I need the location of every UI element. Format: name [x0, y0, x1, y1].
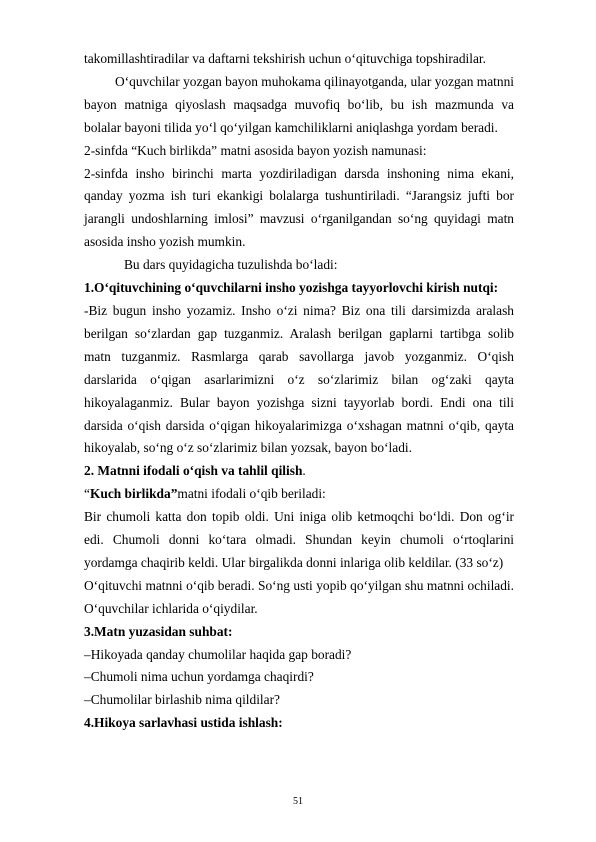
- page-number: 51: [293, 796, 303, 807]
- paragraph-2: O‘quvchilar yozgan bayon muhokama qilinayotganda, ular yozgan matnni bayon matniga qiyoslash maqsadga muvofiq bo‘lib, bu ish mazmunda va bolalar bayoni tilida yo‘l qo‘yilgan kamchiliklarni aniqlashga yordam beradi.: [84, 73, 514, 135]
- heading-2: [84, 460, 514, 483]
- text-title-bold: Kuch birlikda”: [89, 486, 178, 502]
- paragraph-8: Bir chumoli katta don topib oldi. Uni iniga olib ketmoqchi bo‘ldi. Don og‘ir edi. Chumoli donni ko‘tara olmadi. Shundan keyin chumoli o‘rtoqlarini yordamga chaqirib keldi. Ular birgalikda donni inlariga olib keldilar. (33 so‘z): [84, 509, 514, 570]
- quote-open: “: [84, 486, 90, 502]
- paragraph-7: [84, 483, 514, 506]
- heading-4: 4.Hikoya sarlavhasi ustida ishlash:: [84, 715, 283, 731]
- heading-2-tail: .: [302, 463, 306, 479]
- question-1: –Hikoyada qanday chumolilar haqida gap boradi?: [84, 646, 352, 662]
- paragraph-1: takomillashtiradilar va daftarni tekshirish uchun o‘qituvchiga topshiradilar.: [84, 51, 486, 66]
- heading-3: 3.Matn yuzasidan suhbat:: [84, 623, 233, 639]
- question-2: –Chumoli nima uchun yordamga chaqirdi?: [84, 669, 314, 685]
- paragraph-5: Bu dars quyidagicha tuzulishda bo‘ladi:: [124, 257, 338, 273]
- paragraph-4: 2-sinfda insho birinchi marta yozdiriladigan darsda inshoning nima ekani, qanday yozma ish turi ekankigi bolalarga tushuntiriladi. “Jarangsiz jufti bor jarangli undoshlarning imlosi” mavzusi o‘rganilgandan so‘ng quyidagi matn asosida insho yozish mumkin.: [84, 165, 514, 250]
- paragraph-7-rest: matni ifodali o‘qib beriladi:: [177, 486, 326, 502]
- paragraph-3: 2-sinfda “Kuch birlikda” matni asosida bayon yozish namunasi:: [84, 142, 427, 158]
- heading-2-text: 2. Matnni ifodali o‘qish va tahlil qilish: [84, 463, 303, 479]
- question-3: –Chumolilar birlashib nima qildilar?: [84, 692, 280, 708]
- page-body: [84, 48, 514, 735]
- paragraph-6: -Biz bugun insho yozamiz. Insho o‘zi nima? Biz ona tili darsimizda aralash berilgan so‘zlardan gap tuzganmiz. Aralash berilgan gaplarni tartibga solib matn tuzganmiz. Rasmlarga qarab savollarga javob yozganmiz. O‘qish darslarida o‘qigan asarlarimizni o‘z so‘zlarimiz bilan og‘zaki qayta hikoyalaganmiz. Bular bayon yozishga sizni tayyorlab bordi. Endi ona tili darsida o‘qish darsida o‘qigan hikoyalarimizga o‘xshagan matnni o‘qib, qayta hikoyalab, so‘ng o‘z so‘zlarimiz bilan yozsak, bayon bo‘ladi.: [84, 302, 514, 456]
- heading-1: 1.O‘qituvchining o‘quvchilarni insho yozishga tayyorlovchi kirish nutqi:: [84, 280, 499, 296]
- paragraph-9: O‘qituvchi matnni o‘qib beradi. So‘ng usti yopib qo‘yilgan shu matnni ochiladi. O‘quvchilar ichlarida o‘qiydilar.: [84, 577, 514, 616]
